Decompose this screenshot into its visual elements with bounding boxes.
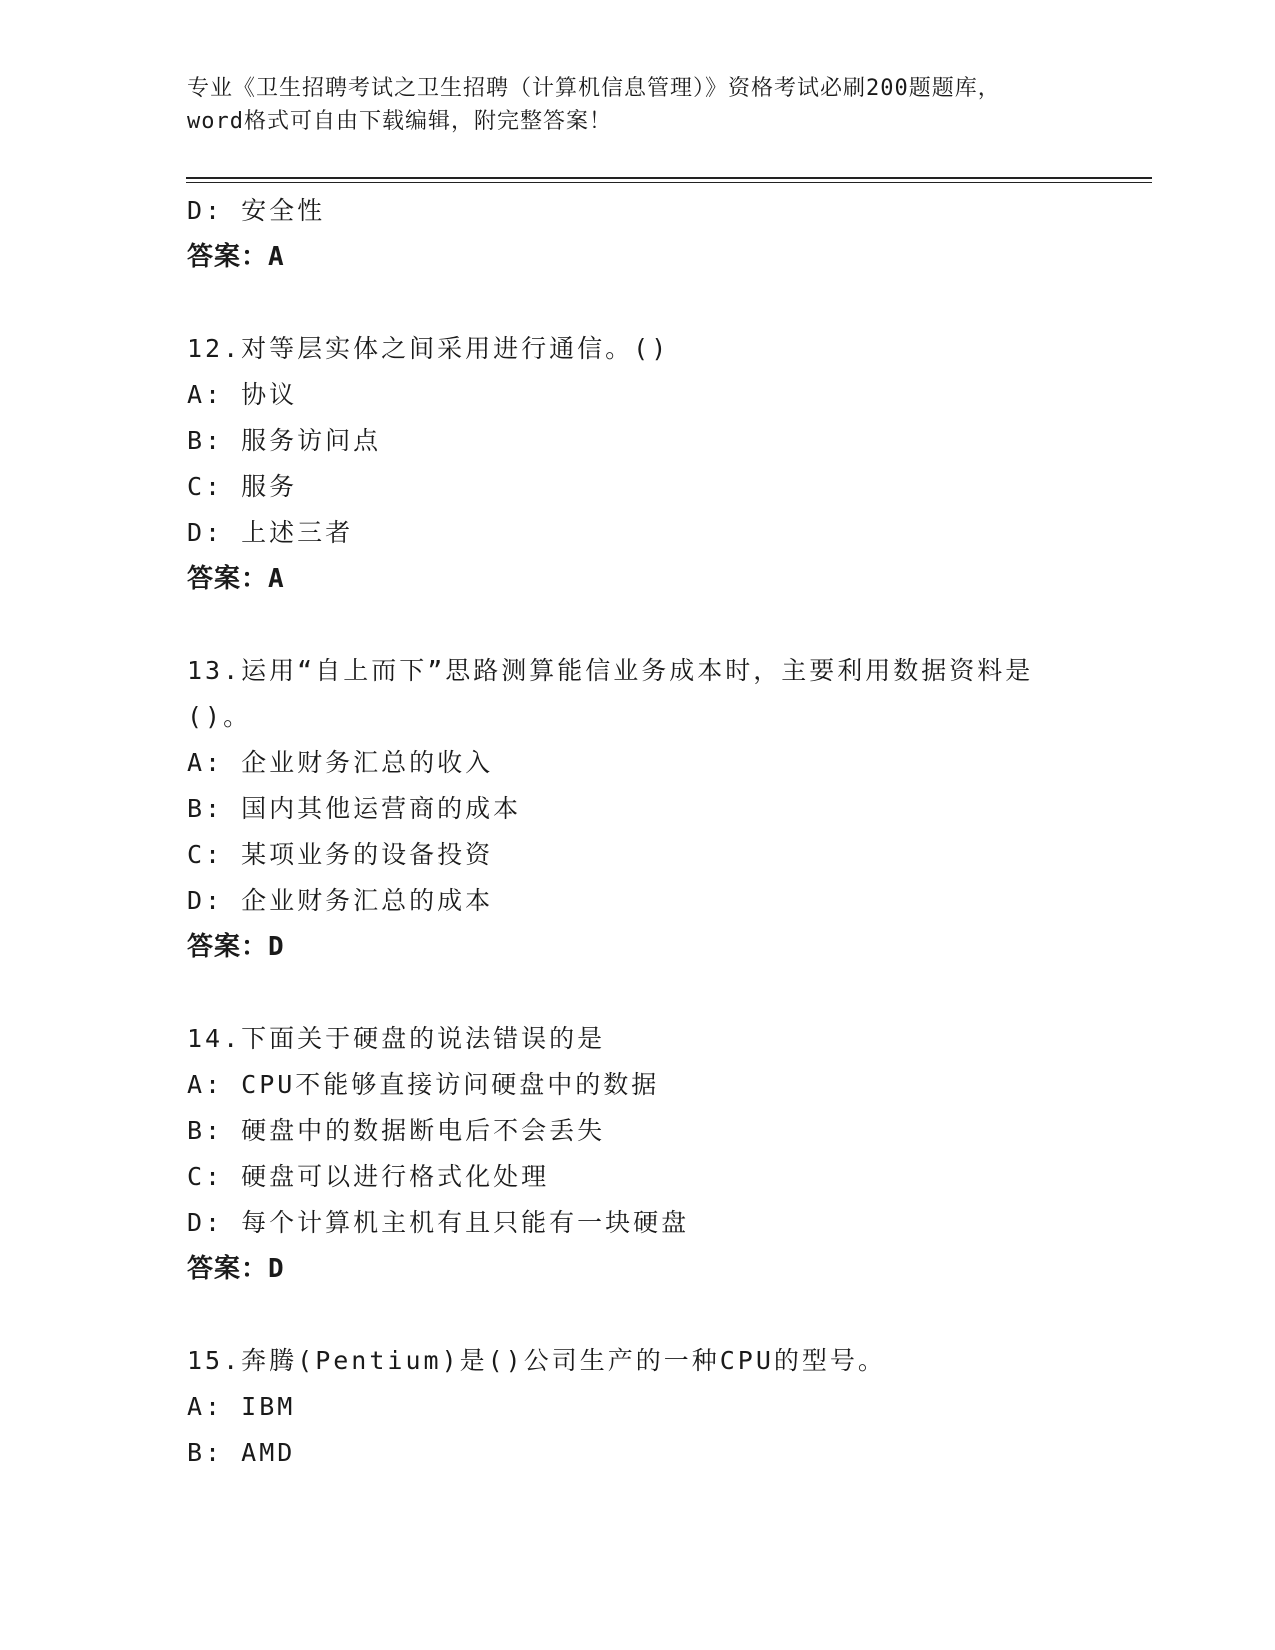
header-divider-thin <box>186 182 1152 183</box>
header-line-2: word格式可自由下载编辑，附完整答案！ <box>187 109 612 134</box>
question-text: 15.奔腾(Pentium)是()公司生产的一种CPU的型号。 <box>187 1346 886 1375</box>
question-text: 12.对等层实体之间采用进行通信。() <box>187 334 670 363</box>
option-d: D: 企业财务汇总的成本 <box>187 886 494 915</box>
option-a: A: 协议 <box>187 380 298 409</box>
option-a: A: CPU不能够直接访问硬盘中的数据 <box>187 1070 660 1099</box>
option-c: C: 某项业务的设备投资 <box>187 840 494 869</box>
option-b: B: 服务访问点 <box>187 426 382 455</box>
option-a: A: IBM <box>187 1392 296 1421</box>
option-d: D: 安全性 <box>187 196 326 225</box>
question-text: 14.下面关于硬盘的说法错误的是 <box>187 1024 606 1053</box>
option-c: C: 服务 <box>187 472 298 501</box>
answer: 答案：D <box>187 932 285 962</box>
answer: 答案：A <box>187 564 285 594</box>
spacer <box>187 280 1087 326</box>
spacer <box>187 1292 1087 1338</box>
question-list <box>187 188 1087 1476</box>
header-line-1: 专业《卫生招聘考试之卫生招聘（计算机信息管理）》资格考试必刷200题题库， <box>187 76 1001 101</box>
document-header <box>187 72 1087 138</box>
option-d: D: 每个计算机主机有且只能有一块硬盘 <box>187 1208 690 1237</box>
question-text-line-1: 13.运用“自上而下”思路测算能信业务成本时，主要利用数据资料是 <box>187 656 1034 685</box>
spacer <box>187 602 1087 648</box>
question-text-line-2: ()。 <box>187 702 252 731</box>
option-c: C: 硬盘可以进行格式化处理 <box>187 1162 550 1191</box>
question-block-15 <box>187 1338 1087 1476</box>
option-a: A: 企业财务汇总的收入 <box>187 748 494 777</box>
option-b: B: 国内其他运营商的成本 <box>187 794 522 823</box>
spacer <box>187 970 1087 1016</box>
answer: 答案：D <box>187 1254 285 1284</box>
answer: 答案：A <box>187 242 285 272</box>
question-block-14 <box>187 1016 1087 1292</box>
option-b: B: AMD <box>187 1438 296 1467</box>
question-block-12 <box>187 326 1087 602</box>
question-block-prev <box>187 188 1087 280</box>
question-block-13 <box>187 648 1087 970</box>
header-divider-thick <box>186 177 1152 179</box>
option-b: B: 硬盘中的数据断电后不会丢失 <box>187 1116 606 1145</box>
option-d: D: 上述三者 <box>187 518 354 547</box>
